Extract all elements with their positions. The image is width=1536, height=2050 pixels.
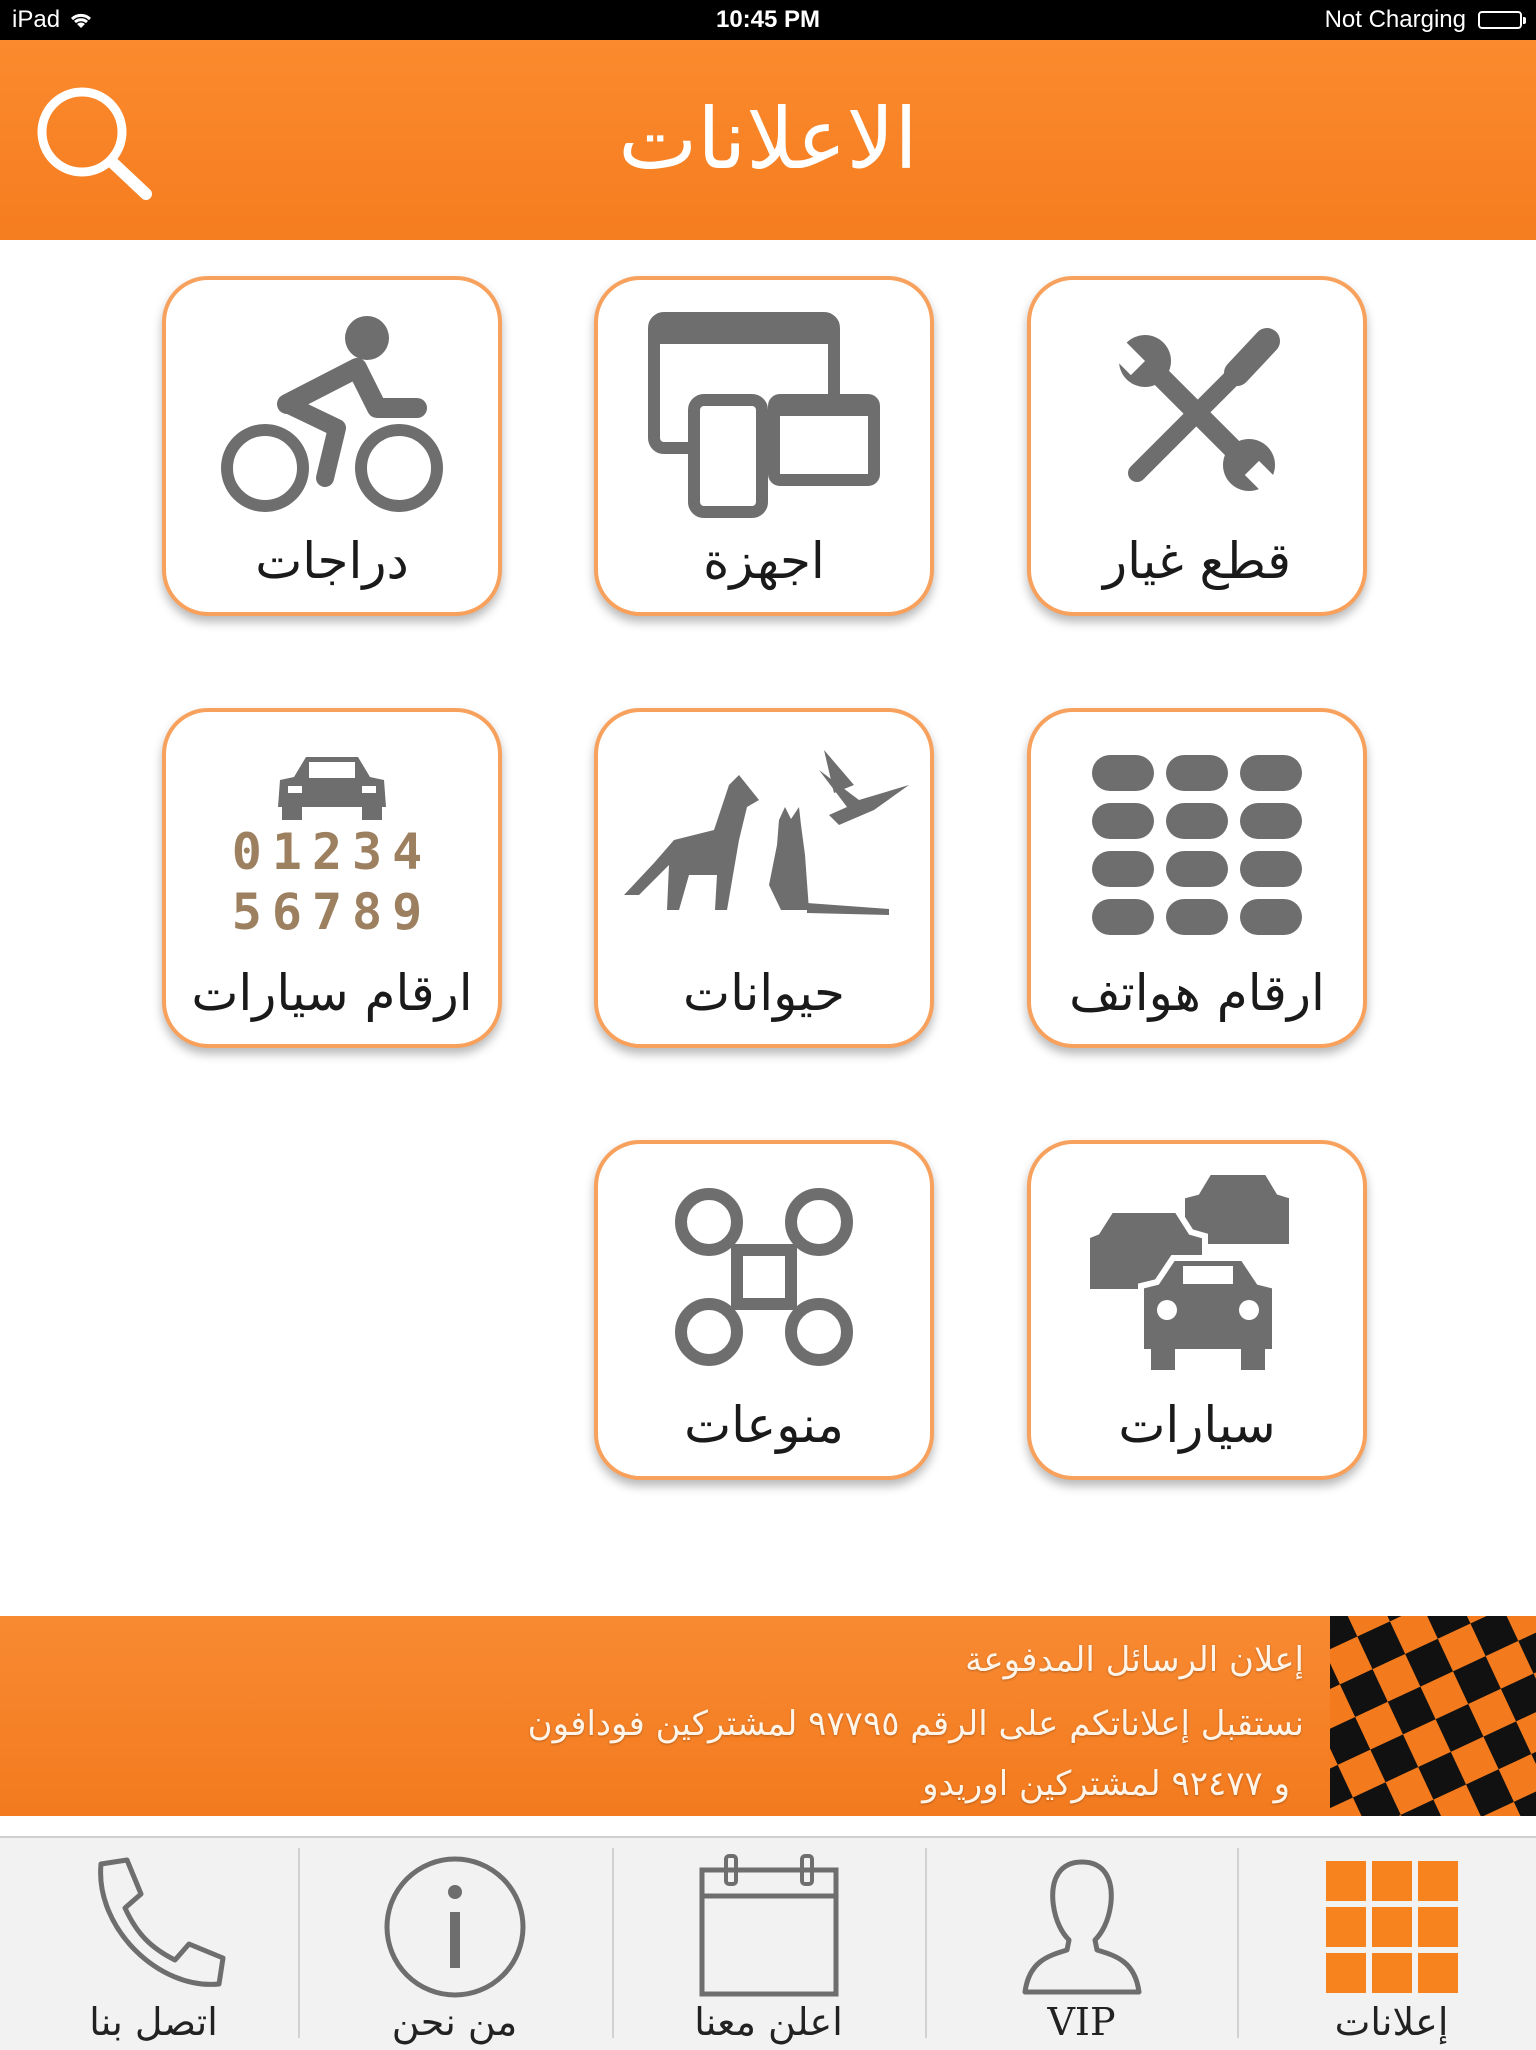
tab-divider <box>298 1848 300 2038</box>
category-label: سيارات <box>1118 1396 1276 1454</box>
category-label: ارقام هواتف <box>1069 964 1325 1022</box>
grid-icon <box>1326 1861 1458 1993</box>
tab-divider <box>612 1848 614 2038</box>
tab-ads[interactable] <box>1238 1838 1536 2050</box>
banner-line-2: نستقبل إعلاناتكم على الرقم ٩٧٧٩٥ لمشتركين فودافون <box>527 1704 1304 1744</box>
tab-label: اتصل بنا <box>89 2000 218 2044</box>
paid-sms-banner[interactable] <box>0 1616 1536 1816</box>
banner-line-1: إعلان الرسائل المدفوعة <box>965 1640 1304 1680</box>
devices-icon <box>644 308 884 518</box>
category-tile-phone-numbers[interactable] <box>1027 708 1367 1048</box>
person-icon <box>1007 1852 1157 2002</box>
tab-about-us[interactable] <box>301 1838 608 2050</box>
page-title: الاعلانات <box>618 90 918 188</box>
status-bar <box>0 0 1536 40</box>
category-label: منوعات <box>684 1396 844 1454</box>
category-label: ارقام سيارات <box>191 964 473 1022</box>
calendar-icon <box>694 1852 844 2002</box>
tab-divider <box>925 1848 927 2038</box>
animals-icon <box>619 745 909 945</box>
header-bar <box>0 40 1536 240</box>
tab-label: اعلن معنا <box>694 2000 843 2044</box>
phone-icon <box>79 1852 229 2002</box>
device-name: iPad <box>12 6 61 33</box>
tab-advertise-with-us[interactable] <box>615 1838 922 2050</box>
category-label: اجهزة <box>703 532 825 590</box>
category-label: دراجات <box>255 532 409 590</box>
tab-contact-us[interactable] <box>0 1838 307 2050</box>
category-tile-cars[interactable] <box>1027 1140 1367 1480</box>
info-icon <box>380 1852 530 2002</box>
category-label: قطع غيار <box>1102 532 1292 590</box>
status-time: 10:45 PM <box>715 6 821 33</box>
battery-status: Not Charging <box>1324 6 1466 33</box>
category-label: حيوانات <box>683 964 845 1022</box>
category-tile-bicycles[interactable] <box>162 276 502 616</box>
battery-icon <box>1478 11 1522 29</box>
category-tile-misc[interactable] <box>594 1140 934 1480</box>
cars-icon <box>1087 1172 1307 1382</box>
tab-vip[interactable] <box>928 1838 1235 2050</box>
checkered-flag-icon <box>1330 1616 1536 1816</box>
tab-bar <box>0 1836 1536 2050</box>
category-tile-spare-parts[interactable] <box>1027 276 1367 616</box>
keypad-icon <box>1087 750 1307 940</box>
category-tile-car-numbers[interactable] <box>162 708 502 1048</box>
wrench-screwdriver-icon <box>1107 323 1287 503</box>
car-icon <box>274 752 390 822</box>
plate-digits-row: 56789 <box>231 883 433 941</box>
plate-digits-row: 01234 <box>231 823 433 881</box>
tab-label: VIP <box>1047 2000 1116 2044</box>
banner-line-3: و ٩٢٤٧٧ لمشتركين اوريدو <box>922 1764 1290 1804</box>
bicycle-rider-icon <box>217 308 447 518</box>
tab-label: إعلانات <box>1334 2000 1449 2044</box>
command-icon <box>669 1182 859 1372</box>
category-tile-animals[interactable] <box>594 708 934 1048</box>
tab-label: من نحن <box>391 2000 518 2044</box>
category-tile-devices[interactable] <box>594 276 934 616</box>
